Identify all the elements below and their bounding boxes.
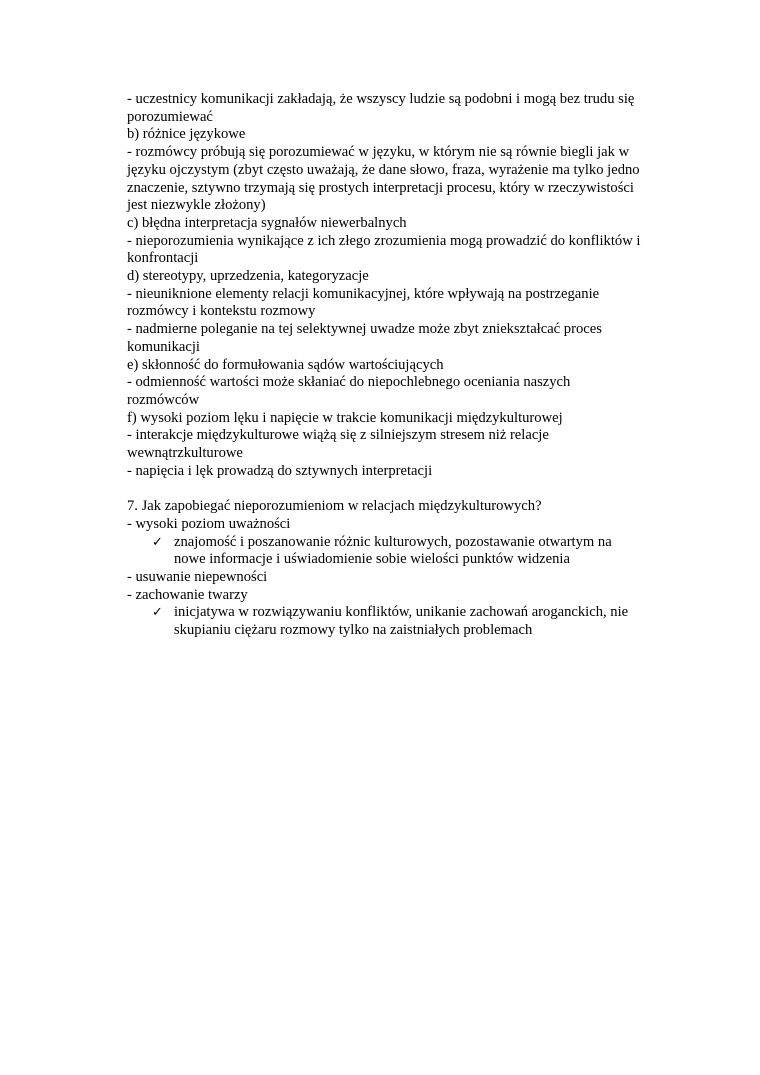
section-heading-f: f) wysoki poziom lęku i napięcie w trakcie komunikacji międzykulturowej bbox=[127, 409, 563, 426]
section-heading-b: b) różnice językowe bbox=[127, 126, 246, 143]
text-line: wewnątrzkulturowe bbox=[127, 445, 243, 462]
text-line: jest niezwykle złożony) bbox=[127, 197, 266, 214]
checklist-item bbox=[127, 604, 672, 639]
text-line: komunikacji bbox=[127, 338, 200, 355]
checklist-item bbox=[127, 534, 672, 569]
text-line: - nieuniknione elementy relacji komunikacyjnej, które wpływają na postrzeganie bbox=[127, 285, 600, 302]
list-item: - zachowanie twarzy bbox=[127, 586, 248, 603]
text-line: znajomość i poszanowanie różnic kulturowych, pozostawanie otwartym na bbox=[174, 533, 612, 550]
text-line: języku ojczystym (zbyt często uważają, że dane słowo, fraza, wyrażenie ma tylko jedno bbox=[127, 161, 640, 178]
text-line: skupianiu ciężaru rozmowy tylko na zaistniałych problemach bbox=[174, 622, 533, 639]
text-line: - interakcje międzykulturowe wiążą się z silniejszym stresem niż relacje bbox=[127, 427, 549, 444]
document-body bbox=[127, 91, 672, 640]
section-heading-d: d) stereotypy, uprzedzenia, kategoryzacje bbox=[127, 268, 369, 285]
text-line: - nieporozumienia wynikające z ich złego zrozumienia mogą prowadzić do konfliktów i bbox=[127, 232, 641, 249]
text-line: konfrontacji bbox=[127, 250, 199, 267]
check-icon: ✓ bbox=[152, 534, 163, 550]
checklist-text bbox=[174, 534, 672, 569]
text-line: porozumiewać bbox=[127, 108, 213, 125]
list-item: - usuwanie niepewności bbox=[127, 568, 268, 585]
text-line: znaczenie, sztywno trzymają się prostych interpretacji procesu, który w rzeczywistości bbox=[127, 179, 634, 196]
checklist-text bbox=[174, 604, 672, 639]
text-line: - rozmówcy próbują się porozumiewać w języku, w którym nie są równie biegli jak w bbox=[127, 144, 630, 161]
check-icon: ✓ bbox=[152, 605, 163, 621]
text-line: - nadmierne poleganie na tej selektywnej uwadze może zbyt zniekształcać proces bbox=[127, 321, 602, 338]
text-line: rozmówcy i kontekstu rozmowy bbox=[127, 303, 316, 320]
text-line: nowe informacje i uświadomienie sobie wielości punktów widzenia bbox=[174, 551, 570, 568]
text-line: - uczestnicy komunikacji zakładają, że wszyscy ludzie są podobni i mogą bez trudu się bbox=[127, 91, 635, 107]
section-heading-c: c) błędna interpretacja sygnałów niewerbalnych bbox=[127, 214, 407, 231]
text-line: - odmienność wartości może skłaniać do niepochlebnego oceniania naszych bbox=[127, 374, 571, 391]
question-heading: 7. Jak zapobiegać nieporozumieniom w relacjach międzykulturowych? bbox=[127, 498, 542, 515]
text-line: rozmówców bbox=[127, 391, 200, 408]
text-line: inicjatywa w rozwiązywaniu konfliktów, unikanie zachowań aroganckich, nie bbox=[174, 604, 629, 621]
list-item: - wysoki poziom uważności bbox=[127, 515, 291, 532]
text-line: - napięcia i lęk prowadzą do sztywnych interpretacji bbox=[127, 462, 433, 479]
paragraph-gap bbox=[127, 480, 672, 498]
section-heading-e: e) skłonność do formułowania sądów wartościujących bbox=[127, 356, 444, 373]
